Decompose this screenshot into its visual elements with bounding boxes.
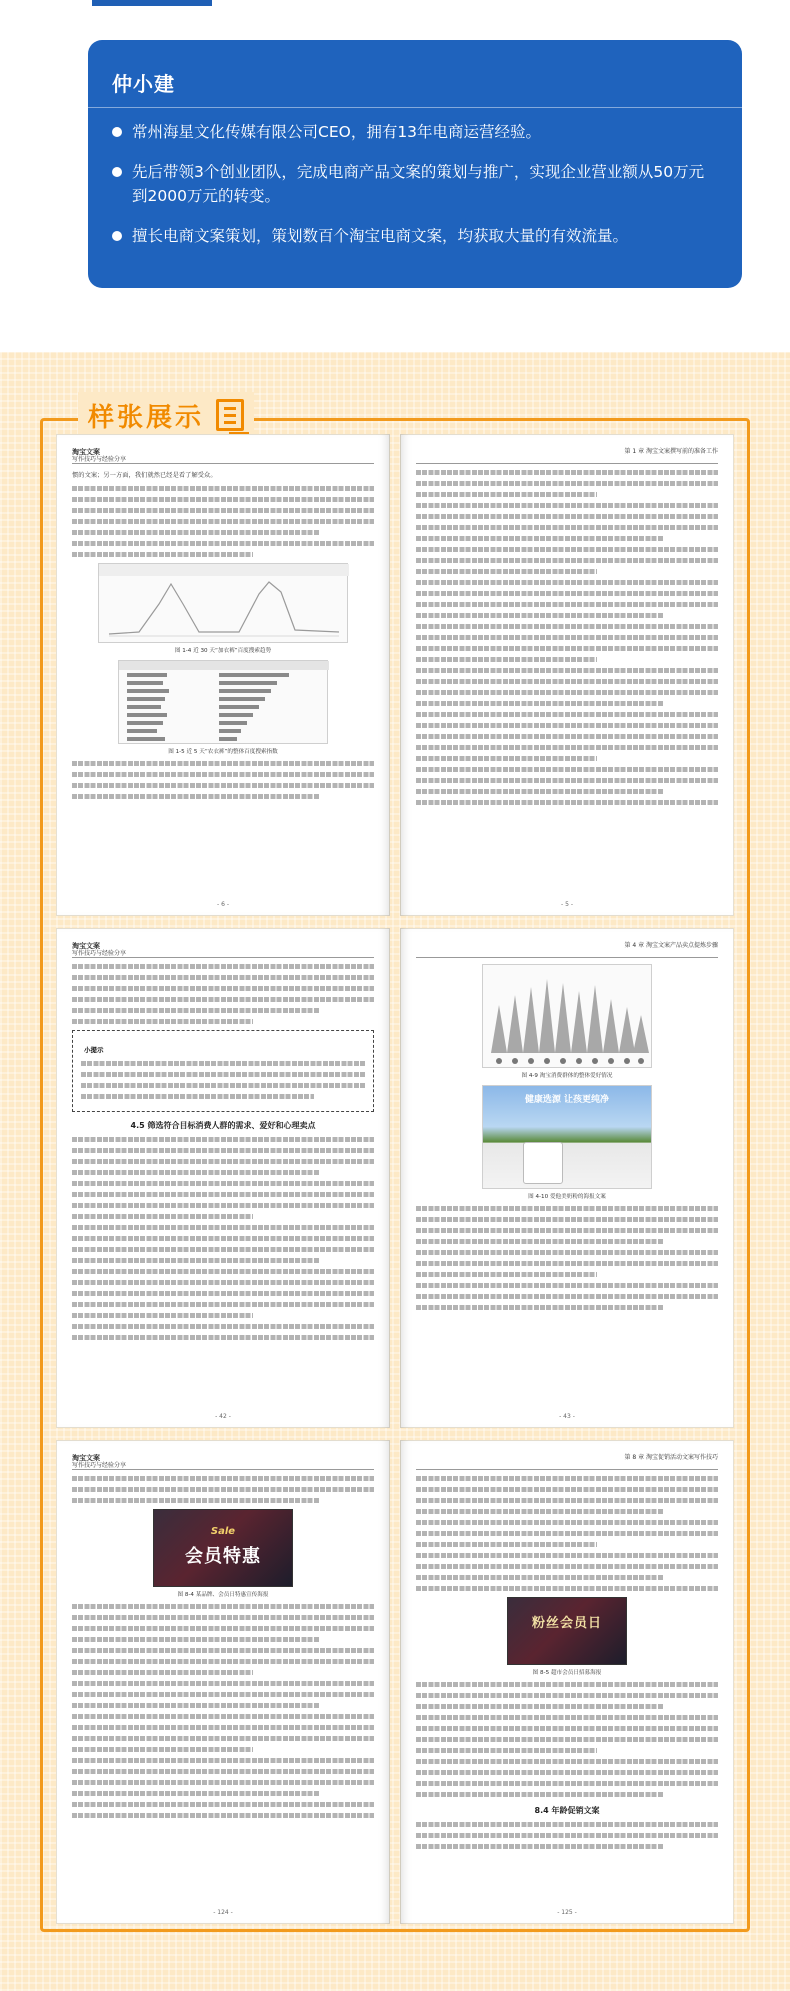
body-text (72, 470, 374, 481)
body-text-lines (72, 1604, 374, 1818)
running-head-title: 淘宝文案 (72, 942, 100, 950)
bullet-dot-icon (112, 231, 122, 241)
body-text-lines (72, 1476, 374, 1503)
member-sale-poster-headline: 会员特惠 (185, 1546, 261, 1567)
running-head-chapter: 第 1 章 淘宝文案撰写前的准备工作 (624, 448, 718, 455)
milk-can-image (523, 1142, 563, 1184)
sample-title: 样张展示 (88, 402, 205, 433)
author-bullet-list (112, 120, 716, 248)
section-heading: 4.5 筛选符合目标消费人群的需求、爱好和心理卖点 (130, 1121, 316, 1130)
page-number: - 125 - (557, 1909, 577, 1916)
interest-chart-figure (482, 964, 652, 1068)
figure-caption: 图 1-5 近 5 天“农衣裤”的整体百度搜索指数 (168, 749, 278, 755)
interest-chart-graphic (483, 965, 653, 1069)
page-number: - 43 - (559, 1413, 575, 1420)
fan-day-poster-figure (507, 1597, 627, 1665)
author-bullet-text: 擅长电商文案策划，策划数百个淘宝电商文案，均获取大量的有效流量。 (132, 227, 629, 245)
fan-day-poster-headline: 粉丝会员日 (531, 1616, 602, 1631)
tip-text-lines (81, 1061, 365, 1099)
ranking-table-figure (118, 660, 328, 744)
book-page-right (400, 928, 734, 1428)
body-text-lines (416, 470, 718, 805)
page-number: - 42 - (215, 1413, 231, 1420)
page-number: - 124 - (213, 1909, 233, 1916)
book-spread-2 (56, 928, 734, 1428)
running-head (72, 942, 374, 958)
figure-caption: 图 8-4 某品牌、会员日特惠宣传海报 (177, 1592, 269, 1598)
author-divider (88, 107, 742, 108)
running-head-title: 淘宝文案 (72, 1454, 100, 1462)
running-head (72, 448, 374, 464)
book-spread-1 (56, 434, 734, 916)
book-page-left (56, 1440, 390, 1924)
opening-line: 惯的文案；另一方面，我们就然已经是看了解受众。 (72, 472, 217, 479)
page-number: - 5 - (561, 901, 573, 908)
trend-chart-figure (98, 563, 348, 643)
bullet-dot-icon (112, 127, 122, 137)
book-page-left (56, 928, 390, 1428)
author-bullet (112, 224, 716, 248)
author-bullet-text: 常州海星文化传媒有限公司CEO，拥有13年电商运营经验。 (132, 123, 542, 141)
book-page-right (400, 1440, 734, 1924)
author-bullet (112, 120, 716, 144)
member-sale-poster-figure (153, 1509, 293, 1587)
ranking-table-graphic (119, 661, 329, 745)
figure-caption: 图 4-10 爱他美奶粉的海报文案 (528, 1194, 606, 1200)
book-page-left (56, 434, 390, 916)
tip-label: 小提示 (81, 1045, 107, 1054)
running-head-chapter: 第 4 章 淘宝文案产品卖点提炼步骤 (624, 942, 718, 949)
running-head-subtitle: 写作技巧与经验分享 (72, 1462, 127, 1469)
document-icon (216, 399, 244, 431)
author-bullet (112, 160, 716, 208)
body-text-lines (72, 1137, 374, 1340)
member-sale-poster-small: Sale (210, 1526, 236, 1537)
body-text-lines (416, 1682, 718, 1797)
author-name: 仲小建 (112, 72, 175, 96)
milk-poster-figure (482, 1085, 652, 1189)
sample-title-bar (78, 392, 254, 438)
body-text-lines (416, 1476, 718, 1591)
trend-chart-graphic (99, 564, 349, 644)
body-text-lines (72, 964, 374, 1024)
body-text-lines (416, 1822, 718, 1849)
author-card (88, 40, 742, 288)
milk-poster-headline: 健康选源 让孩更纯净 (524, 1095, 610, 1105)
author-bullet-text: 先后带领3个创业团队，完成电商产品文案的策划与推广，实现企业营业额从50万元到2000万元的转变。 (132, 163, 705, 205)
figure-caption: 图 8-5 超市会员日招募海报 (532, 1670, 602, 1676)
running-head-subtitle: 写作技巧与经验分享 (72, 456, 127, 463)
page-number: - 6 - (217, 901, 229, 908)
running-head-chapter: 第 8 章 淘宝促销活动文案写作技巧 (624, 1454, 718, 1461)
running-head-title: 淘宝文案 (72, 448, 100, 456)
figure-caption: 图 1-4 近 30 天“加衣裤”百度搜索趋势 (174, 648, 272, 654)
running-head-subtitle: 写作技巧与经验分享 (72, 950, 127, 957)
running-head (416, 942, 718, 958)
running-head (416, 1454, 718, 1470)
book-spread-3 (56, 1440, 734, 1924)
body-text-lines (72, 761, 374, 799)
tip-box (72, 1030, 374, 1112)
running-head (416, 448, 718, 464)
body-text-lines (72, 486, 374, 557)
body-text-lines (416, 1206, 718, 1310)
figure-caption: 图 4-9 淘宝消费群体的整体爱好情况 (521, 1073, 613, 1079)
top-strip (0, 0, 790, 20)
bullet-dot-icon (112, 167, 122, 177)
section-heading: 8.4 年龄促销文案 (534, 1806, 600, 1815)
book-page-right (400, 434, 734, 916)
running-head (72, 1454, 374, 1470)
top-tab (92, 0, 212, 6)
